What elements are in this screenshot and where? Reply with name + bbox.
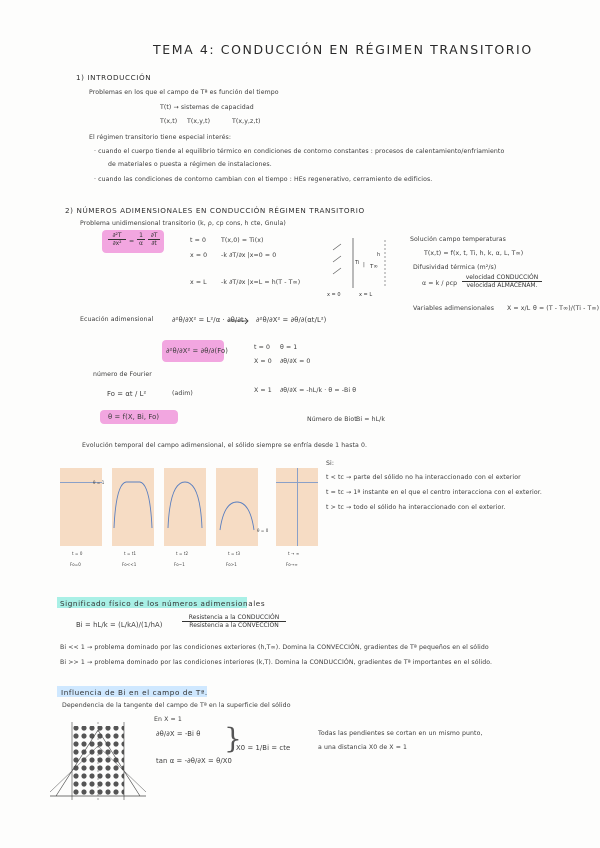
influence-note-2: a una distancia X0 de X = 1 <box>318 744 408 751</box>
panel-3-curve <box>164 468 206 546</box>
eq3: ∂²θ/∂X² = ∂θ/∂(Fo) <box>166 347 229 355</box>
intro-problems: Problemas en los que el campo de Tª es función del tiempo <box>89 89 279 96</box>
axis-one-label: θ = 1 <box>93 480 105 485</box>
eq-rhs-2: $\frac{\partial T}{\partial t}$ <box>148 232 160 247</box>
panel-sub-5: Fo→∞ <box>286 562 298 567</box>
bc3-b: -k ∂T/∂x |x=L = h(T - T∞) <box>221 279 301 286</box>
influence-en: En X = 1 <box>154 716 182 723</box>
influence-e2: tan α = -∂θ/∂X = θ/X0 <box>156 757 232 765</box>
intro-interest: El régimen transitorio tiene especial interés: <box>89 134 232 141</box>
bc1-a: t = 0 <box>190 237 206 244</box>
bc3-a: x = L <box>190 279 207 286</box>
intro-bullet-1b: de materiales o puesta a régimen de instalaciones. <box>108 161 272 168</box>
panel-5 <box>276 468 318 546</box>
bi-large: Bi >> 1 → problema dominado por las condiciones interiores (k,T). Domina la CONDUCCIÓN, gradientes de Tª importantes en el sólido. <box>60 659 493 666</box>
eq2-right: ∂²θ/∂X² = ∂θ/∂(αt/L²) <box>256 316 327 324</box>
tangent-fill <box>72 726 124 796</box>
axis-zero-label: θ = 0 <box>257 528 269 533</box>
section-heading-intro: 1) INTRODUCCIÓN <box>76 73 152 82</box>
arrow-eq2 <box>228 316 252 326</box>
page-title: TEMA 4: CONDUCCIÓN EN RÉGIMEN TRANSITORIO <box>153 42 533 57</box>
fig-label-ti: | <box>363 262 365 268</box>
fig-label-xl: x = L <box>359 292 373 298</box>
brace: } <box>224 722 242 755</box>
panel-sub-2: Fo<<1 <box>122 562 137 567</box>
panel-label-2: t = t1 <box>124 551 137 556</box>
panel-label-5: t → ∞ <box>288 551 300 556</box>
bc1-b: T(x,0) = Ti(x) <box>221 237 264 244</box>
influence-x0: X0 = 1/Bi = cte <box>236 744 291 752</box>
diff-title: Difusividad térmica (m²/s) <box>413 264 497 271</box>
panel-sub-3: Fo~1 <box>174 562 185 567</box>
bcA-b: θ = 1 <box>280 344 298 351</box>
evolution-text: Evolución temporal del campo adimensional, el sólido siempre se enfría desde 1 hasta 0. <box>82 442 368 449</box>
biot-eq: Bi = hL/k <box>356 416 386 423</box>
intro-t2: T(x,t) <box>160 118 178 125</box>
panel-sub-4: Fo>1 <box>226 562 237 567</box>
si-3: t > tc → todo el sólido ha interaccionado con el exterior. <box>326 504 506 511</box>
fig-label-x0: x = 0 <box>327 292 341 298</box>
physics-heading: Significado físico de los números adimensionales <box>60 599 266 608</box>
fourier-label: número de Fourier <box>93 371 152 378</box>
bcC-b: ∂θ/∂X = -hL/k · θ = -Bi θ <box>280 387 357 394</box>
panel-label-3: t = t2 <box>176 551 189 556</box>
bcC-a: X = 1 <box>254 387 272 394</box>
panel-4-curve <box>216 468 258 546</box>
bc2-a: x = 0 <box>190 252 208 259</box>
section-heading-adim: 2) NÚMEROS ADIMENSIONALES EN CONDUCCIÓN RÉGIMEN TRANSITORIO <box>65 206 365 215</box>
fig-label-h: h <box>377 252 381 258</box>
influence-heading: Influencia de Bi en el campo de Tª. <box>61 688 208 697</box>
intro-bullet-2: · cuando las condiciones de contorno cambian con el tiempo : HEs regenerativo, cerramiento de edificios. <box>94 176 433 183</box>
bi-small: Bi << 1 → problema dominado por las condiciones exteriores (h,T∞). Domina la CONVECCIÓN, gradientes de Tª pequeños en el sólido <box>60 644 489 651</box>
bcA-a: t = 0 <box>254 344 270 351</box>
panel-4 <box>216 468 258 546</box>
var-x: X = x/L <box>507 305 531 312</box>
bi-ratio: Resistencia a la CONDUCCIÓN Resistencia a la CONVECCIÓN <box>182 614 286 629</box>
si-1: t < tc → parte del sólido no ha interaccionado con el exterior <box>326 474 521 481</box>
panel-label-1: t = 0 <box>72 551 83 556</box>
intro-t4: T(x,y,z,t) <box>232 118 261 125</box>
theta-func: θ = f(X, Bi, Fo) <box>108 413 160 421</box>
panel-3 <box>164 468 206 546</box>
adim-eq-label: Ecuación adimensional <box>80 316 154 323</box>
fourier-eq: Fo = αt / L² <box>107 390 147 398</box>
intro-t3: T(x,y,t) <box>187 118 211 125</box>
panel-5-axis <box>297 468 298 546</box>
fig-label-ti2: Ti <box>355 260 360 266</box>
eq2-left: ∂²θ/∂X² = L²/α · ∂θ/∂t <box>172 316 244 324</box>
var-theta: θ = (T - T∞)/(Ti - T∞) <box>533 305 600 312</box>
influence-e1: ∂θ/∂X = -Bi θ <box>156 730 201 738</box>
vars-label: Variables adimensionales <box>413 305 495 312</box>
eq-rhs-1: $\frac{1}{\alpha}$ <box>137 232 145 247</box>
arrow-1 <box>333 244 341 250</box>
diff-ratio: velocidad CONDUCCIÓN velocidad ALMACENAM. <box>462 274 542 289</box>
fig-label-tinf: T∞ <box>370 264 378 270</box>
si-2: t = tc → 1ª instante en el que el centro interacciona con el exterior. <box>326 489 542 496</box>
tangent-diagram <box>40 716 150 812</box>
biot-label: Número de Biot <box>307 416 357 423</box>
eq-equal: = <box>129 238 135 245</box>
influence-note-1: Todas las pendientes se cortan en un mismo punto, <box>318 730 483 737</box>
bc2-b: -k ∂T/∂x |x=0 = 0 <box>221 252 277 259</box>
eq-lhs: $\frac{\text{∂²T}}{\text{∂x²}}$ <box>108 232 126 247</box>
si-label: Si: <box>326 460 335 467</box>
panel-2 <box>112 468 154 546</box>
panel-2-curve <box>112 468 154 546</box>
bi-eq: Bi = hL/k = (L/kA)/(1/hA) <box>76 621 163 629</box>
fourier-note: (adim) <box>172 390 193 397</box>
slab-figure <box>325 234 393 298</box>
intro-t1: T(t) → sistemas de capacidad <box>160 104 254 111</box>
influence-text: Dependencia de la tangente del campo de Tª en la superficie del sólido <box>62 702 291 709</box>
arrow-3 <box>333 268 341 274</box>
diff-eq: α = k / ρcp <box>422 280 458 287</box>
panel-label-4: t = t3 <box>228 551 241 556</box>
adim-problem: Problema unidimensional transitorio (k, ρ, cp cons, h cte, Gnula) <box>80 220 286 227</box>
panel-sub-1: Fo=0 <box>70 562 81 567</box>
bcB-b: ∂θ/∂X = 0 <box>280 358 311 365</box>
sol-eq: T(x,t) = f(x, t, Ti, h, k, α, L, T∞) <box>424 250 524 257</box>
arrow-2 <box>333 256 341 262</box>
intro-bullet-1: · cuando el cuerpo tiende al equilibrio térmico en condiciones de contorno constantes : procesos de calentamiento/enfriamiento <box>94 148 505 155</box>
bcB-a: X = 0 <box>254 358 272 365</box>
sol-title: Solución campo temperaturas <box>410 236 506 243</box>
